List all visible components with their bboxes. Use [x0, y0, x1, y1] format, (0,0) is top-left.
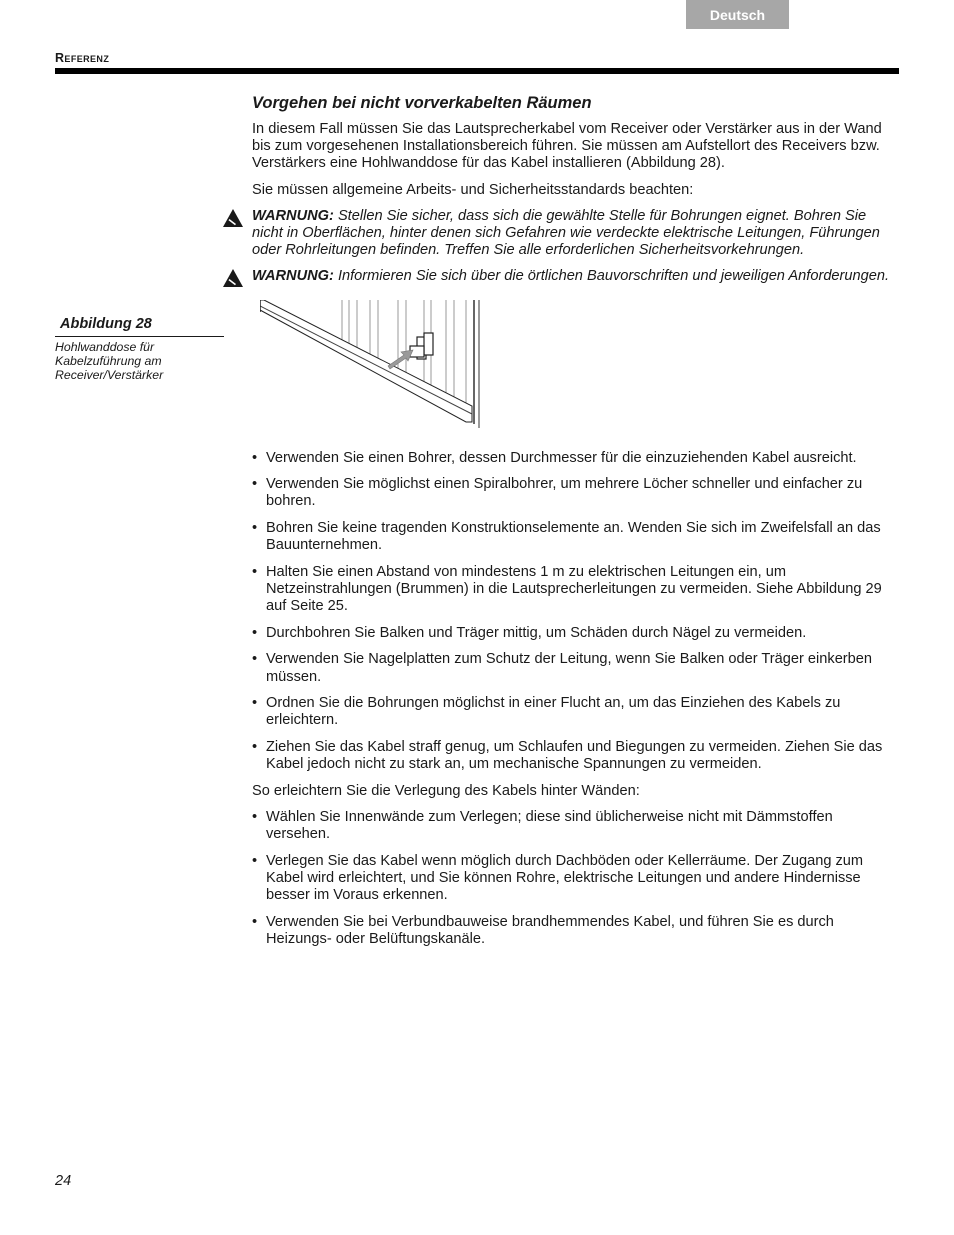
list-item: • Verwenden Sie möglichst einen Spiralbohrer, um mehrere Löcher schneller und einfacher zu bohren.	[252, 476, 897, 510]
main-content	[252, 93, 897, 958]
figure-caption	[55, 316, 224, 382]
list-item: • Verwenden Sie einen Bohrer, dessen Durchmesser für die einzuziehenden Kabel ausreicht.	[252, 450, 897, 467]
list-item: • Verwenden Sie bei Verbundbauweise brandhemmendes Kabel, und führen Sie es durch Heizungs- oder Belüftungskanäle.	[252, 914, 897, 948]
warning-text: Stellen Sie sicher, dass sich die gewählte Stelle für Bohrungen eignet. Bohren Sie nicht in Oberflächen, hinter denen sich Gefahren wie verdeckte elektrische Leitungen, Führungen oder Rohrleitungen befinden. Treffen Sie alle erforderlichen Sicherheitsvorkehrungen.	[252, 207, 880, 259]
header-rule	[55, 68, 899, 74]
list-item: • Wählen Sie Innenwände zum Verlegen; diese sind üblicherweise nicht mit Dämmstoffen versehen.	[252, 809, 897, 843]
warning-label: WARNUNG:	[252, 268, 334, 285]
list-item: • Durchbohren Sie Balken und Träger mittig, um Schäden durch Nägel zu vermeiden.	[252, 625, 897, 642]
list-item: • Verlegen Sie das Kabel wenn möglich durch Dachböden oder Kellerräume. Der Zugang zum Kabel wird erleichtert, und Sie können Rohre, elektrische Leitungen und andere Hindernisse besser im Voraus erkennen.	[252, 853, 897, 905]
intro-paragraph: In diesem Fall müssen Sie das Lautsprecherkabel vom Receiver oder Verstärker aus in der Wand bis zum vorgesehenen Installationsbereich führen. Sie müssen am Aufstellort des Receivers bzw. Verstärkers eine Hohlwanddose für das Kabel installieren (Abbildung 28).	[252, 121, 882, 172]
wall-box-illustration	[260, 300, 492, 428]
cable-list	[252, 809, 897, 948]
list-item: • Ordnen Sie die Bohrungen möglichst in einer Flucht an, um das Einziehen des Kabels zu erleichtern.	[252, 695, 897, 729]
list-item: • Ziehen Sie das Kabel straff genug, um Schlaufen und Biegungen zu vermeiden. Ziehen Sie das Kabel jedoch nicht zu stark an, um mechanische Spannungen zu vermeiden.	[252, 739, 897, 773]
list-item: • Halten Sie einen Abstand von mindestens 1 m zu elektrischen Leitungen ein, um Netzeinstrahlungen (Brummen) in die Lautsprecherleitungen zu vermeiden. Siehe Abbildung 29 auf Seite 25.	[252, 564, 897, 616]
standards-paragraph: Sie müssen allgemeine Arbeits- und Sicherheitsstandards beachten:	[252, 181, 694, 198]
figure-title: Abbildung 28	[55, 316, 224, 337]
list-item: • Bohren Sie keine tragenden Konstruktionselemente an. Wenden Sie sich im Zweifelsfall an das Bauunternehmen.	[252, 520, 897, 554]
section-heading: Vorgehen bei nicht vorverkabelten Räumen	[252, 94, 592, 112]
figure-description: Hohlwanddose für Kabelzuführung am Receiver/Verstärker	[55, 340, 164, 382]
section-label: Referenz	[55, 51, 110, 65]
figure-28	[252, 300, 897, 450]
drilling-list	[252, 450, 897, 774]
warning-text: Informieren Sie sich über die örtlichen Bauvorschriften und jeweiligen Anforderungen.	[337, 268, 890, 285]
page-number: 24	[55, 1173, 72, 1189]
language-tab[interactable]: Deutsch	[686, 0, 789, 29]
warning-label: WARNUNG:	[252, 207, 334, 224]
warning-2	[252, 268, 897, 285]
warning-icon	[222, 268, 244, 288]
cable-intro-paragraph: So erleichtern Sie die Verlegung des Kabels hinter Wänden:	[252, 782, 640, 799]
warning-1	[252, 208, 897, 260]
warning-icon	[222, 208, 244, 228]
list-item: • Verwenden Sie Nagelplatten zum Schutz der Leitung, wenn Sie Balken oder Träger einkerben müssen.	[252, 651, 897, 685]
